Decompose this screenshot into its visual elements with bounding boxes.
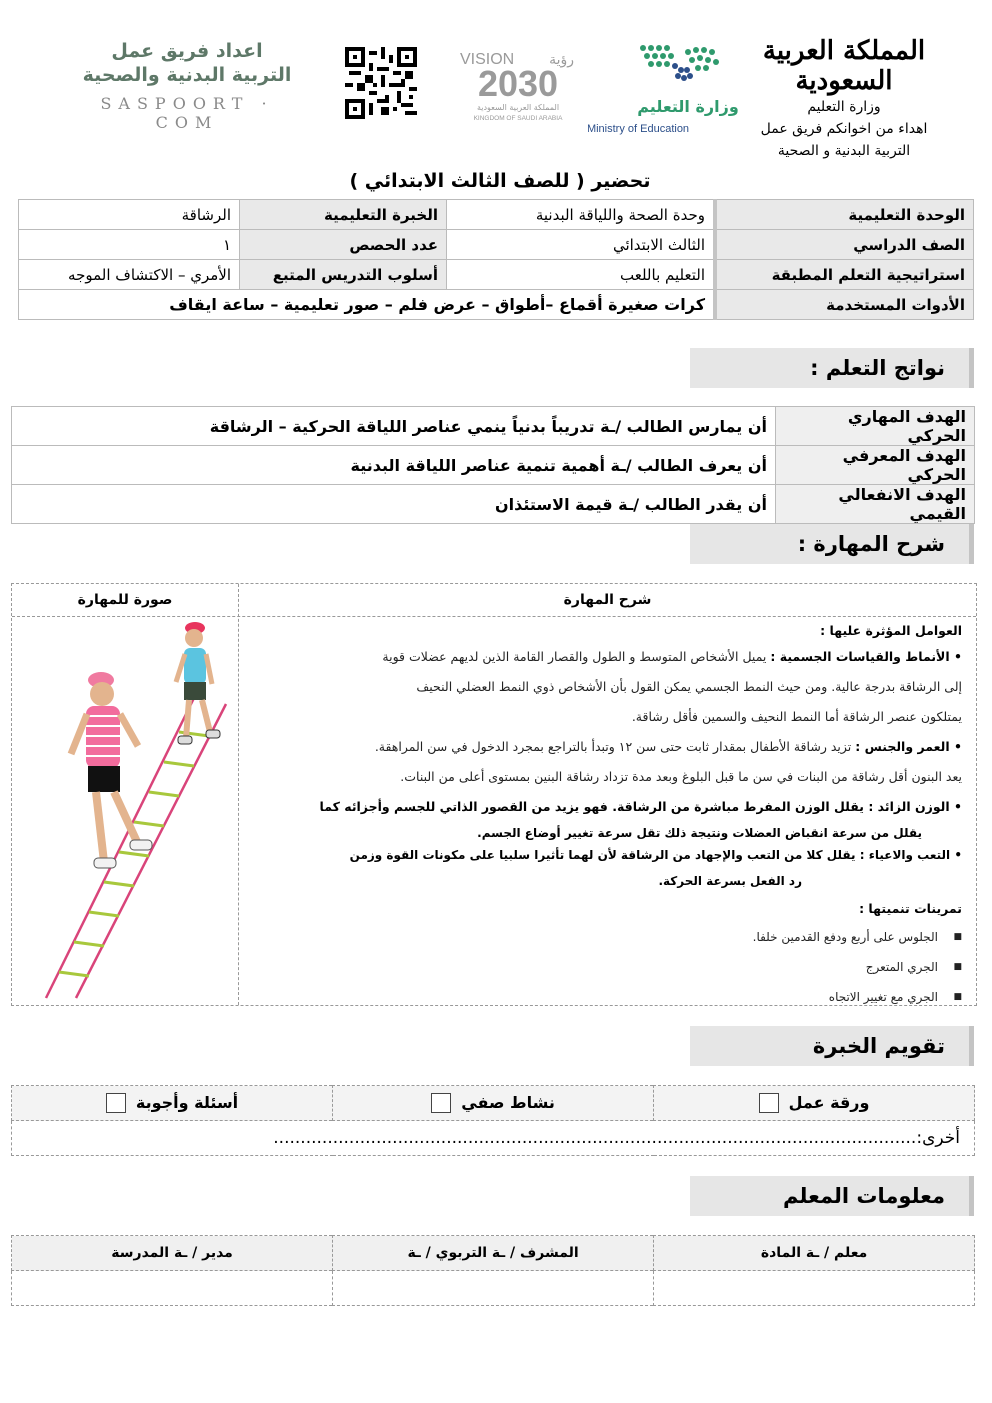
- factor-title: • العمر والجنس :: [855, 739, 962, 754]
- svg-text:2030: 2030: [477, 63, 559, 104]
- factor-line: [250, 732, 962, 762]
- kingdom-title: المملكة العربية السعودية: [762, 36, 926, 96]
- child-front: [71, 672, 152, 868]
- other-dots: .......................................................................................................................: [273, 1128, 917, 1148]
- experience-label: الخبرة التعليمية: [240, 200, 447, 230]
- svg-text:رؤية: رؤية: [549, 52, 574, 68]
- info-row: [19, 230, 974, 260]
- qr-code[interactable]: [345, 46, 417, 120]
- table-row: [12, 446, 975, 485]
- list-item: ■ الجري مع تغيير الاتجاه: [250, 982, 962, 1012]
- gift-line-2: التربية البدنية و الصحية: [777, 143, 911, 159]
- factor-title: • الوزن الزائد :: [868, 799, 962, 814]
- goal-label: الهدف المعرفي الحركي: [776, 446, 975, 485]
- grade-label: الصف الدراسي: [715, 230, 974, 260]
- table-row: [12, 1236, 975, 1271]
- vision-2030-logo: [456, 44, 580, 128]
- vision-logo-icon: [456, 44, 580, 128]
- outcomes-table: [11, 406, 975, 524]
- unit-value: وحدة الصحة واللياقة البدنية: [447, 200, 716, 230]
- factor-text: يميل الأشخاص المتوسط و الطول والقصار القامة الذين لديهم عضلات قوية: [382, 649, 767, 664]
- teacher-heading: معلومات المعلم: [690, 1176, 974, 1216]
- strategy-value: التعليم باللعب: [447, 260, 716, 290]
- table-row: [12, 1086, 975, 1121]
- table-row: [12, 407, 975, 446]
- factor-line: [250, 642, 962, 672]
- supervisor-label: المشرف / ـة التربوي / ـة: [333, 1236, 654, 1271]
- method-value: الأمري – الاكتشاف الموجه: [19, 260, 240, 290]
- sessions-value: ١: [19, 230, 240, 260]
- svg-text:المملكة العربية السعودية: المملكة العربية السعودية: [476, 103, 560, 112]
- svg-text:Ministry of Education: Ministry of Education: [588, 123, 690, 135]
- ministry-line: وزارة التعليم: [807, 99, 881, 115]
- class-activity-label: نشاط صفي: [461, 1092, 555, 1112]
- table-row: [12, 1121, 975, 1156]
- skill-explain-header: شرح المهارة: [563, 592, 652, 608]
- factor-text: يمتلكون عنصر الرشاقة أما النمط النحيف والسمين فأقل رشاقة.: [631, 709, 962, 724]
- factor-text: رد الفعل بسرعة الحركة.: [658, 874, 802, 888]
- skill-table: [11, 583, 977, 1006]
- questions-label: أسئلة وأجوبة: [135, 1092, 239, 1112]
- list-item: ■ الجلوس على أربع ودفع القدمين خلفا.: [250, 922, 962, 952]
- unit-label: الوحدة التعليمية: [715, 200, 974, 230]
- questions-option[interactable]: [12, 1086, 333, 1121]
- exercises-title: تمرينات تنميتها :: [859, 901, 962, 916]
- skill-explanation: [250, 620, 962, 1012]
- agility-ladder-image: [26, 620, 231, 1000]
- goal-value: أن يعرف الطالب /ـة أهمية تنمية عناصر اللياقة البدنية: [12, 446, 776, 485]
- factor-text: يعد البنون أقل رشاقة من البنات في سن ما قبل البلوغ وبعد مدة تزداد رشاقة البنين بمستوى أعلى من البنات.: [400, 769, 962, 784]
- factor-text: يقلل الوزن المفرط مباشرة من الرشاقة. فهو يزيد من القصور الذاتي للجسم وأجزائه كما: [319, 799, 864, 814]
- factor-text: يقلل من سرعة انقباض العضلات ونتيجة ذلك تقل سرعة تغيير أوضاع الجسم.: [477, 826, 922, 840]
- worksheet-option[interactable]: [654, 1086, 975, 1121]
- principal-signature-field[interactable]: [12, 1271, 333, 1306]
- moe-dots-icon: [588, 40, 738, 140]
- svg-text:وزارة التعليم: وزارة التعليم: [637, 97, 738, 116]
- factor-text: تزيد رشاقة الأطفال بمقدار ثابت حتى سن ١٢ وتبدأ بالتراجع بمجرد الدخول في سن المراهقة.: [374, 739, 852, 754]
- info-row: [19, 290, 974, 320]
- page-title: تحضير ( للصف الثالث الابتدائي ): [349, 170, 651, 192]
- goal-value: أن يقدر الطالب /ـة قيمة الاستئذان: [12, 485, 776, 524]
- child-back: [176, 622, 220, 744]
- goal-value: أن يمارس الطالب /ـة تدريباً بدنياً ينمي عناصر اللياقة الحركية – الرشاقة: [12, 407, 776, 446]
- svg-text:VISION: VISION: [460, 51, 515, 68]
- list-item: ■ الجري المتعرج: [250, 952, 962, 982]
- gift-line-1: اهداء من اخوانكم فريق عمل: [760, 121, 928, 137]
- experience-value: الرشاقة: [19, 200, 240, 230]
- kingdom-header: [734, 36, 954, 162]
- team-line-2: التربية البدنية والصحية: [82, 64, 292, 86]
- outcomes-heading: نواتج التعلم :: [690, 348, 974, 388]
- table-row: [12, 1271, 975, 1306]
- sessions-label: عدد الحصص: [240, 230, 447, 260]
- class-activity-checkbox[interactable]: [431, 1093, 451, 1113]
- worksheet-checkbox[interactable]: [759, 1093, 779, 1113]
- factors-title: العوامل المؤثرة عليها :: [820, 623, 962, 638]
- factor-text: إلى الرشاقة بدرجة عالية. ومن حيث النمط الجسمي يمكن القول بأن الأشخاص ذوي النمط العضلي النحيف: [416, 679, 962, 694]
- grade-value: الثالث الابتدائي: [447, 230, 716, 260]
- skill-image-header: صورة للمهارة: [77, 592, 173, 608]
- method-label: أسلوب التدريس المتبع: [240, 260, 447, 290]
- factor-title: • الأنماط والقياسات الجسمية :: [770, 649, 962, 664]
- goal-label: الهدف الانفعالي القيمي: [776, 485, 975, 524]
- info-row: [19, 200, 974, 230]
- worksheet-label: ورقة عمل: [788, 1092, 870, 1112]
- site-name: SASPOORT · COM: [100, 94, 274, 132]
- principal-label: مدير / ـة المدرسة: [12, 1236, 333, 1271]
- goal-label: الهدف المهاري الحركي: [776, 407, 975, 446]
- factor-line: [250, 844, 962, 866]
- team-logo: [76, 40, 298, 132]
- factor-text: يقلل كلا من التعب والإجهاد من الرشاقة لأن لهما تأثيرا سلبيا على مكونات القوة وزمن: [349, 848, 856, 862]
- info-row: [19, 260, 974, 290]
- table-row: [12, 485, 975, 524]
- qr-code-icon: [345, 46, 417, 120]
- questions-checkbox[interactable]: [106, 1093, 126, 1113]
- factor-title: • التعب والاعياء :: [859, 848, 962, 862]
- signature-table: [11, 1235, 975, 1306]
- other-label: أخرى:: [916, 1128, 960, 1148]
- factor-line: [250, 792, 962, 822]
- evaluation-heading: تقويم الخبرة: [690, 1026, 974, 1066]
- tools-label: الأدوات المستخدمة: [715, 290, 974, 320]
- other-field[interactable]: [12, 1121, 975, 1156]
- supervisor-signature-field[interactable]: [333, 1271, 654, 1306]
- svg-text:KINGDOM OF SAUDI ARABIA: KINGDOM OF SAUDI ARABIA: [473, 115, 563, 122]
- skill-heading: شرح المهارة :: [690, 524, 974, 564]
- strategy-label: استراتيجية التعلم المطبقة: [715, 260, 974, 290]
- class-activity-option[interactable]: [333, 1086, 654, 1121]
- evaluation-table: [11, 1085, 975, 1156]
- tools-value: كرات صغيرة أقماع –أطواق – عرض فلم – صور تعليمية – ساعة ايقاف: [19, 290, 716, 320]
- teacher-label: معلم / ـة المادة: [654, 1236, 975, 1271]
- team-line-1: اعداد فريق عمل: [111, 40, 263, 62]
- lesson-info-table: [18, 199, 974, 320]
- teacher-signature-field[interactable]: [654, 1271, 975, 1306]
- ministry-of-education-logo: [588, 40, 738, 140]
